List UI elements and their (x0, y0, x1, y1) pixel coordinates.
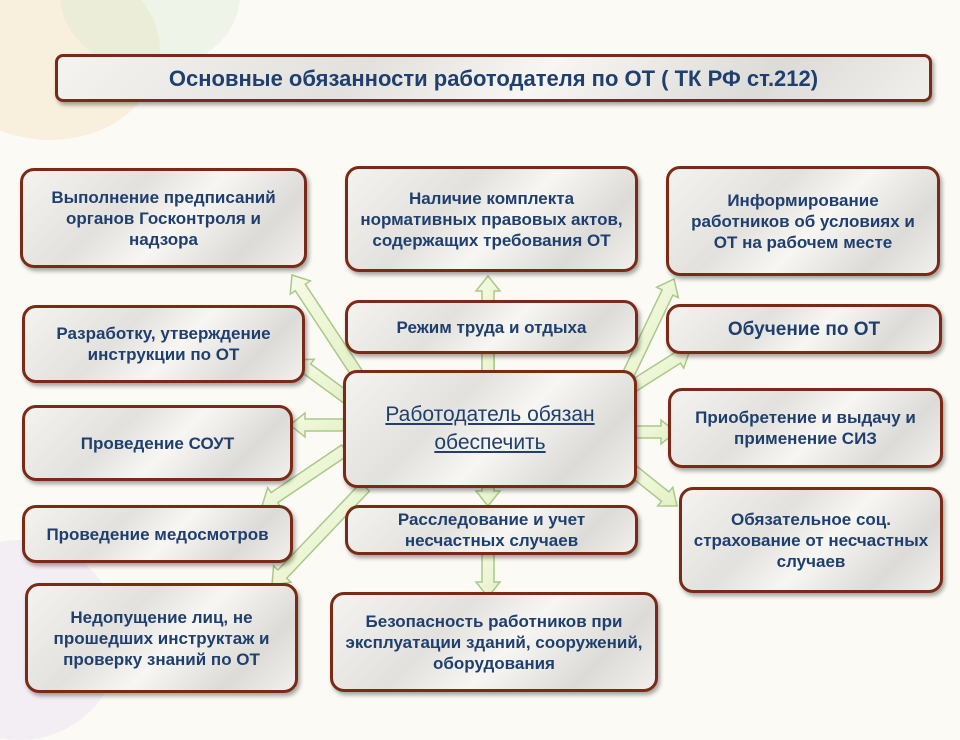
box-nedopushchenie (25, 583, 298, 693)
box-label: Информирование работников об условиях и ОТ на рабочем месте (691, 190, 915, 252)
box-strahovanie (679, 487, 943, 593)
box-sout (22, 405, 293, 481)
box-label: Безопасность работников при эксплуатации зданий, сооружений, оборудования (345, 611, 643, 673)
box-label: Выполнение предписаний органов Госконтроля и надзора (51, 187, 276, 249)
box-bezopasnost (330, 592, 658, 692)
box-predpisaniya (20, 168, 307, 268)
page-title (55, 54, 932, 102)
box-obuchenie (666, 304, 942, 354)
box-razrabotka-instrukciy (22, 305, 305, 383)
box-label: Проведение медосмотров (46, 524, 269, 544)
connector-arrow (290, 413, 345, 437)
box-label: Обязательное соц. страхование от несчастных случаев (693, 509, 929, 571)
box-label: Расследование и учет несчастных случаев (397, 510, 586, 550)
center-label: Работодатель обязан обеспечить (385, 403, 595, 454)
box-rassledovanie (345, 505, 638, 555)
box-siz (668, 388, 943, 468)
box-rezhim-truda (345, 300, 638, 354)
box-label: Приобретение и выдачу и применение СИЗ (695, 408, 916, 448)
box-label: Проведение СОУТ (80, 433, 235, 453)
page-title-text: Основные обязанности работодателя по ОТ ( ТК РФ ст.212) (168, 65, 819, 91)
box-label: Разработку, утверждение инструкции по ОТ (56, 324, 271, 364)
center-box (343, 370, 637, 488)
box-informirovanie (666, 166, 940, 276)
box-medosmotry (22, 505, 293, 563)
box-label: Недопущение лиц, не прошедших инструктаж и проверку знаний по ОТ (53, 607, 270, 669)
connector-arrow (476, 552, 500, 597)
box-label: Наличие комплекта нормативных правовых актов, содержащих требования ОТ (360, 188, 623, 250)
box-label: Обучение по ОТ (727, 318, 881, 340)
box-nalichie-aktov (345, 166, 638, 272)
box-label: Режим труда и отдыха (396, 317, 587, 337)
